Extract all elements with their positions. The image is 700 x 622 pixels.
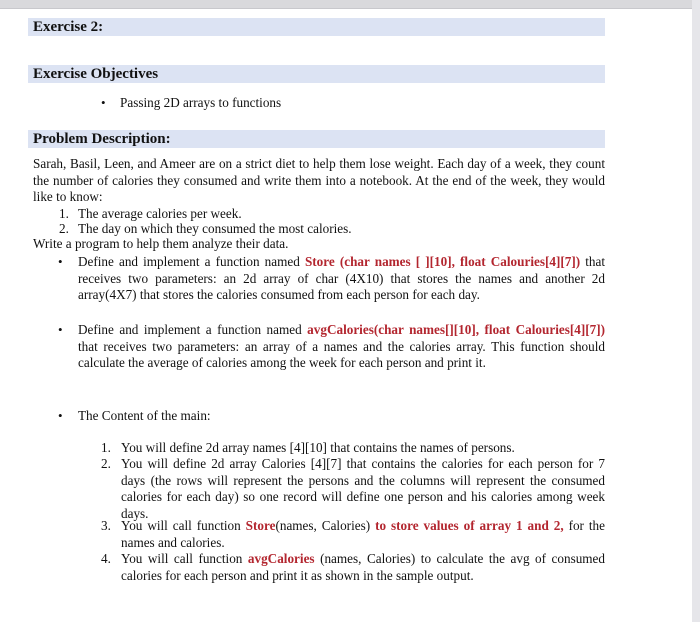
exercise-title: Exercise 2:: [28, 18, 605, 36]
problem-heading: Problem Description:: [28, 130, 605, 148]
bullet-dot: •: [58, 254, 63, 269]
store-function-description: Define and implement a function named Store (char names [ ][10], float Calouries[4][7]) that receives two parameters: an 2d array of char (4X10) that stores the names and another 2d array(4X7) that stores the calories consumed from each person for each day.: [78, 254, 605, 302]
step-text: You will define 2d array Calories [4][7] that contains the calories for each person for 7 days (the rows will represent the persons and the columns will represent the consumed calories for each day) so one record will define one person and his calories among week days.: [121, 456, 605, 521]
step-text: You will call function Store(names, Calories) to store values of array 1 and 2, for the names and calories.: [121, 518, 605, 550]
main-heading: The Content of the main:: [78, 408, 211, 423]
need-text: The day on which they consumed the most calories.: [78, 221, 352, 236]
need-text: The average calories per week.: [78, 206, 242, 221]
avg-function-description: Define and implement a function named avgCalories(char names[][10], float Calouries[4][7]) that receives two parameters: an array of a names and the calories array. This function should calculate the average of calories among the week for each person and print it.: [78, 322, 606, 370]
window-right-edge: [692, 0, 700, 622]
step-text: You will call function avgCalories (names, Calories) to calculate the avg of consumed calories for each person and print it as shown in the sample output.: [121, 551, 605, 583]
step-number: 2.: [101, 456, 111, 471]
task-line: Write a program to help them analyze their data.: [33, 236, 289, 251]
window-top-edge: [0, 0, 700, 9]
avg-function-signature: avgCalories(char names[][10], float Calouries[4][7]): [307, 322, 606, 337]
bullet-dot: •: [101, 95, 106, 110]
problem-intro: Sarah, Basil, Leen, and Ameer are on a strict diet to help them lose weight. Each day of a week, they count the number of calories they consumed and write them into a notebook. At the end of the week, they would like to know:: [33, 156, 605, 204]
need-number: 2.: [59, 221, 69, 236]
step-number: 3.: [101, 518, 111, 533]
need-number: 1.: [59, 206, 69, 221]
step-text: You will define 2d array names [4][10] that contains the names of persons.: [121, 440, 515, 455]
store-function-signature: Store (char names [ ][10], float Calouries[4][7]): [304, 254, 581, 269]
step-number: 1.: [101, 440, 111, 455]
bullet-dot: •: [58, 322, 63, 337]
bullet-dot: •: [58, 408, 63, 423]
objective-item: Passing 2D arrays to functions: [120, 95, 282, 110]
objectives-heading: Exercise Objectives: [28, 65, 605, 83]
step-number: 4.: [101, 551, 111, 566]
